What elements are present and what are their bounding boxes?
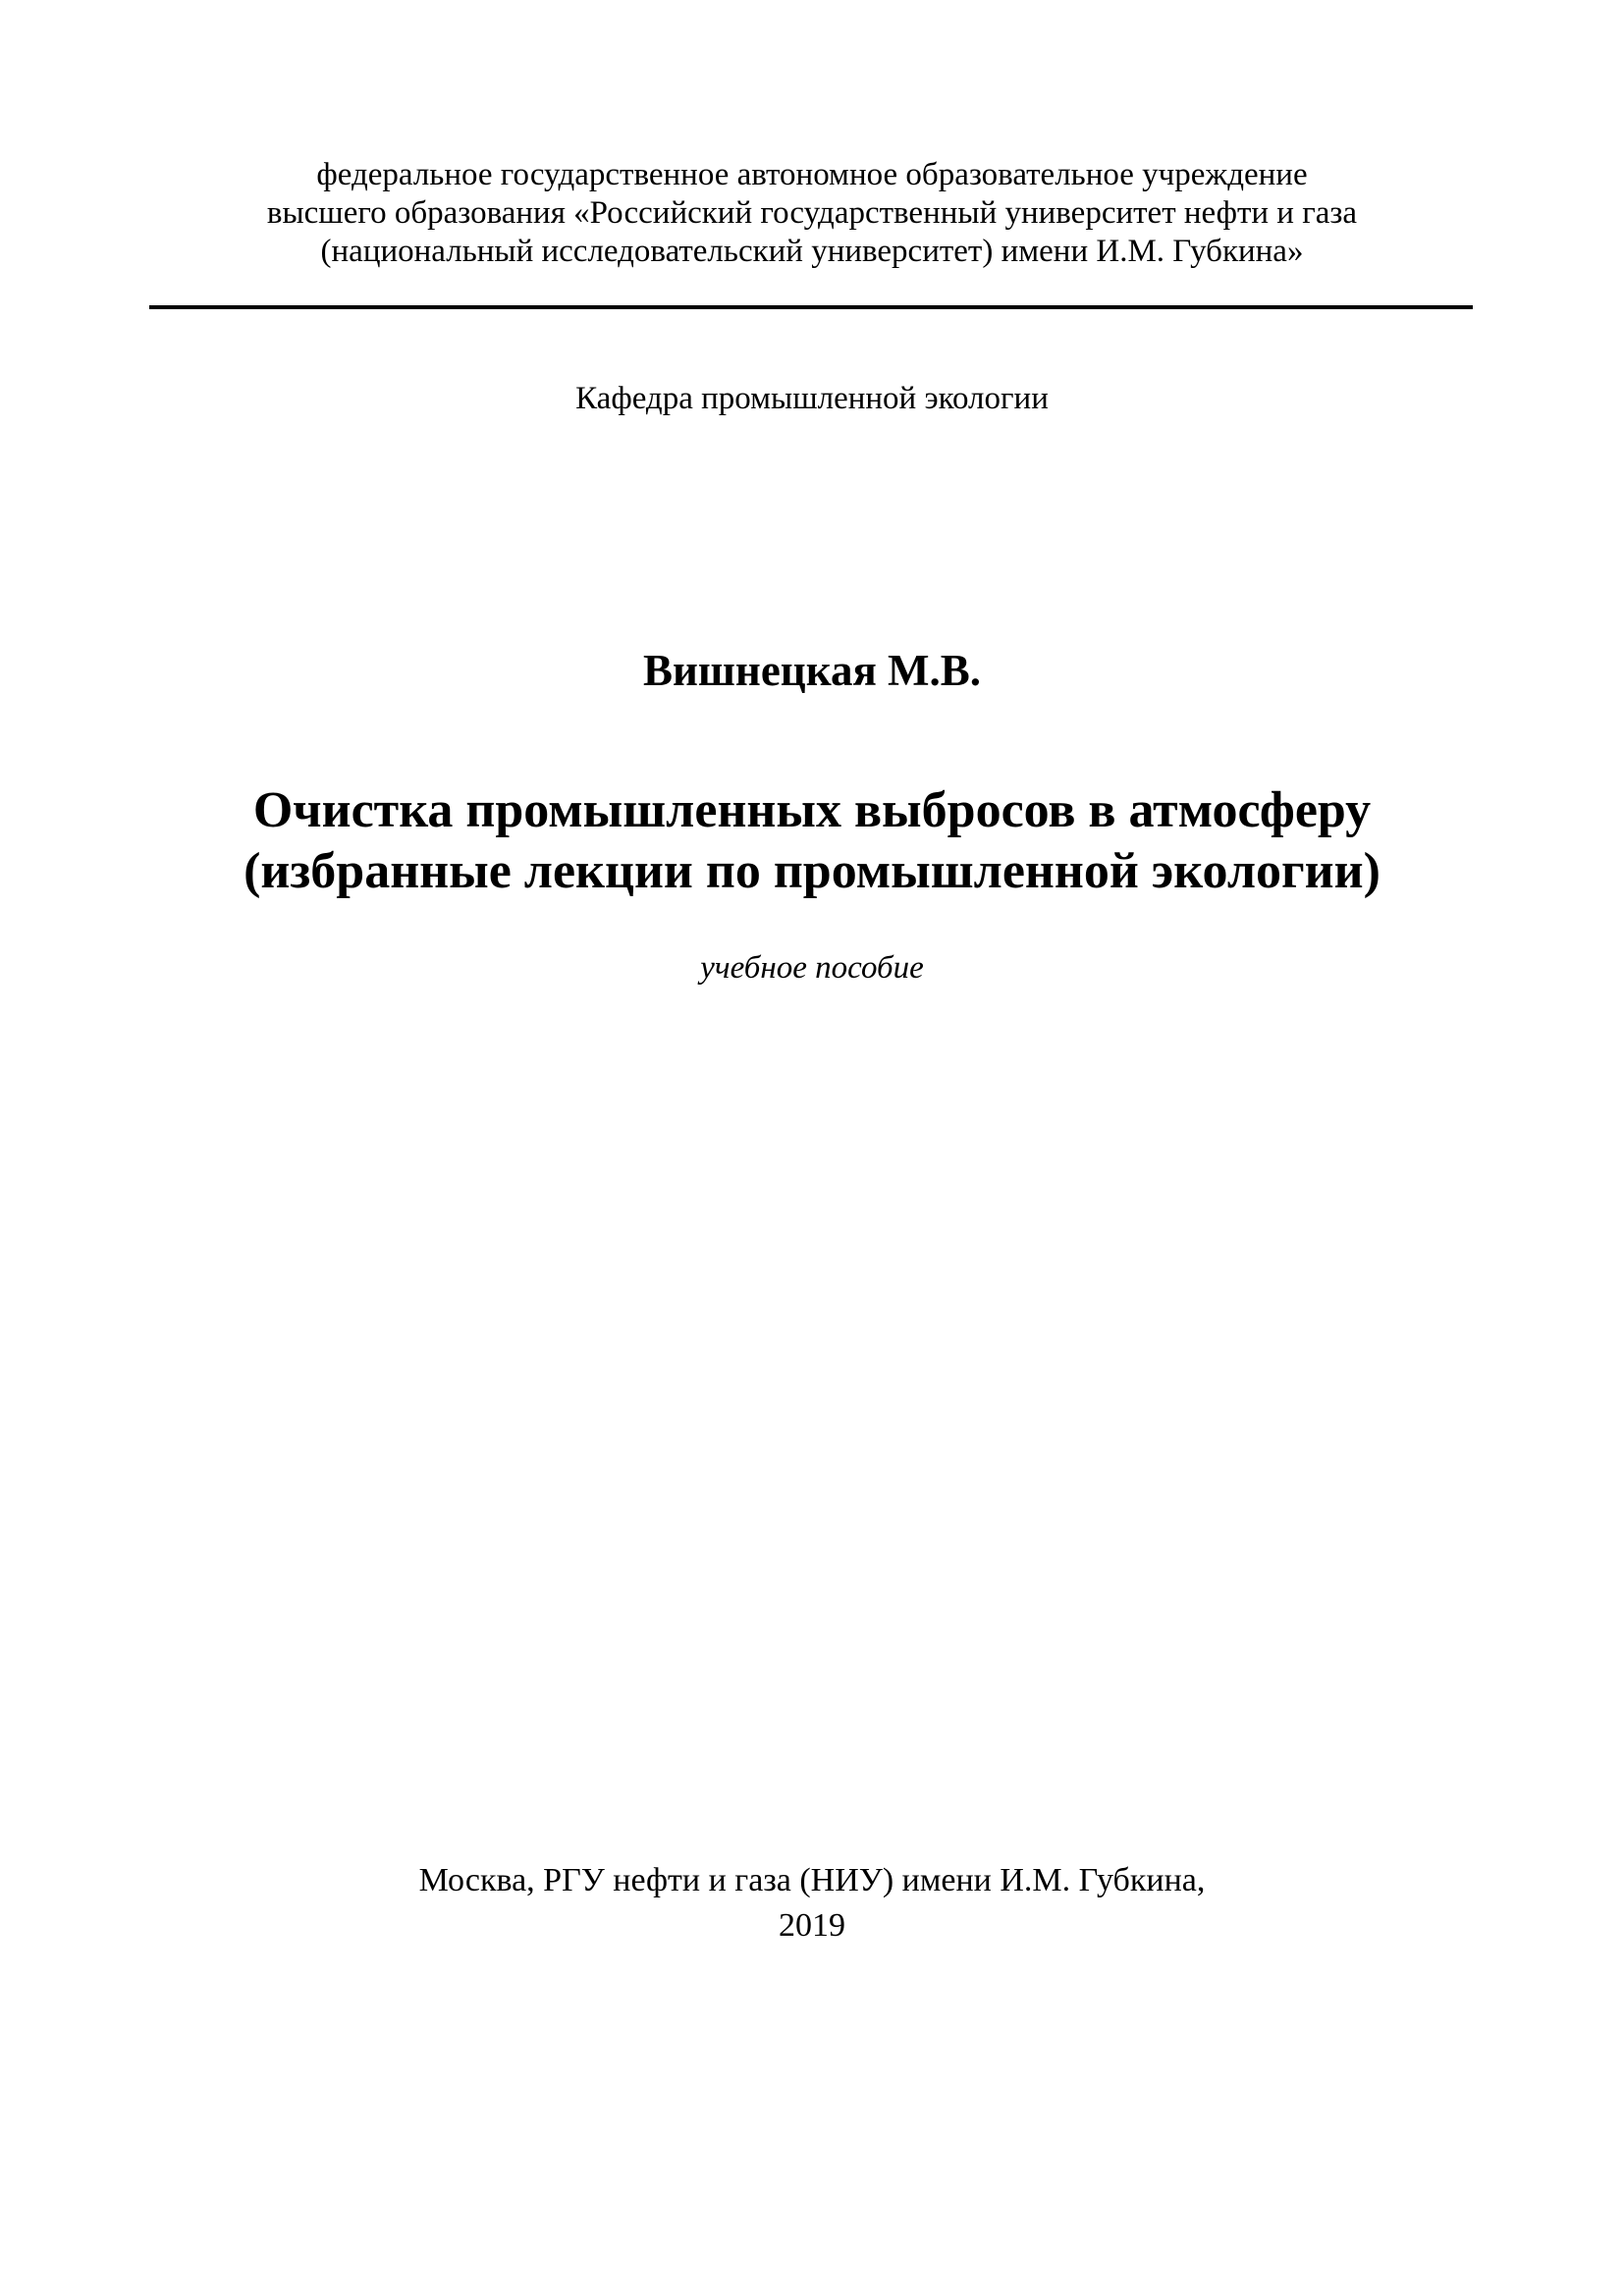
subtitle: учебное пособие [700,950,924,986]
institution-line-1: федеральное государственное автономное образовательное учреждение [316,157,1308,192]
department-name: Кафедра промышленной экологии [575,381,1049,416]
institution-line-3: (национальный исследовательский университет) имени И.М. Губкина» [320,234,1304,269]
book-title-line-1: Очистка промышленных выбросов в атмосферу [252,782,1372,838]
imprint-year: 2019 [779,1907,845,1944]
imprint-city-line: Москва, РГУ нефти и газа (НИУ) имени И.М. Губкина, [418,1862,1206,1898]
book-title [0,780,1624,902]
header-divider [149,305,1473,309]
imprint [0,1858,1624,1949]
institution-header [0,156,1624,271]
author-name: Вишнецкая М.В. [642,646,982,695]
institution-line-2: высшего образования «Российский государственный университет нефти и газа [266,195,1358,231]
book-title-line-2: (избранные лекции по промышленной экологии) [244,843,1380,899]
